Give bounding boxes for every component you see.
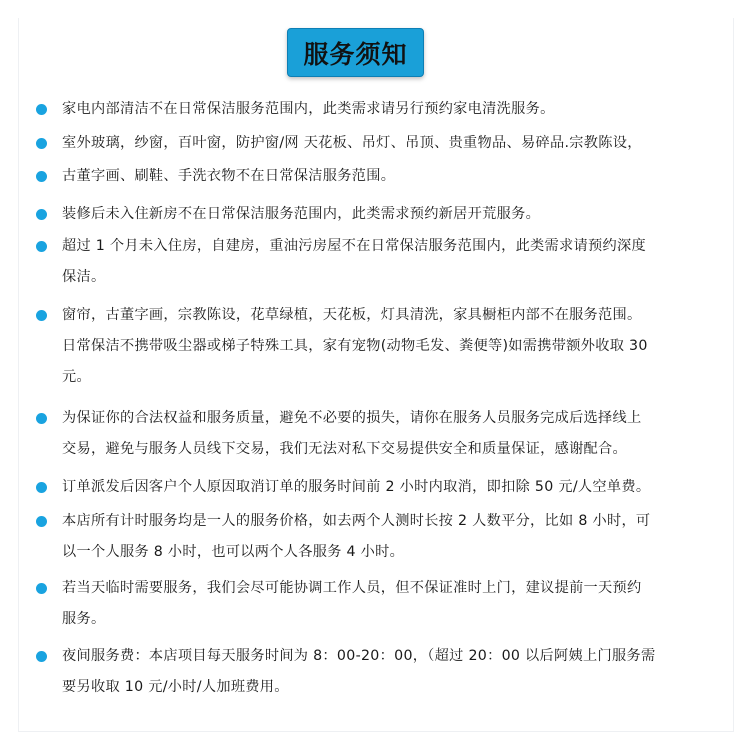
notice-line: 古董字画、刷鞋、手洗衣物不在日常保洁服务范围。 bbox=[62, 168, 396, 184]
notice-item bbox=[62, 573, 692, 635]
bullet-icon bbox=[36, 104, 47, 115]
bullet-icon bbox=[36, 138, 47, 149]
notice-line: 元。 bbox=[62, 369, 91, 385]
notice-line: 日常保洁不携带吸尘器或梯子特殊工具，家有宠物(动物毛发、粪便等)如需携带额外收取 30 bbox=[62, 338, 648, 354]
notice-line: 若当天临时需要服务，我们会尽可能协调工作人员，但不保证准时上门，建议提前一天预约 bbox=[62, 580, 642, 596]
notice-item bbox=[62, 128, 692, 159]
notice-line: 为保证你的合法权益和服务质量，避免不必要的损失，请你在服务人员服务完成后选择线上 bbox=[62, 410, 642, 426]
bullet-icon bbox=[36, 482, 47, 493]
notice-line: 家电内部清洁不在日常保洁服务范围内，此类需求请另行预约家电清洗服务。 bbox=[62, 101, 555, 117]
page-title: 服务须知 bbox=[303, 39, 408, 69]
bullet-icon bbox=[36, 516, 47, 527]
notice-line: 超过 1 个月未入住房，自建房，重油污房屋不在日常保洁服务范围内，此类需求请预约深度 bbox=[62, 238, 646, 254]
notice-line: 窗帘，古董字画，宗教陈设，花草绿植，天花板，灯具清洗，家具橱柜内部不在服务范围。 bbox=[62, 307, 642, 323]
bullet-icon bbox=[36, 583, 47, 594]
notice-line: 订单派发后因客户个人原因取消订单的服务时间前 2 小时内取消，即扣除 50 元/人空单费。 bbox=[62, 479, 651, 495]
bullet-icon bbox=[36, 209, 47, 220]
bullet-icon bbox=[36, 310, 47, 321]
notice-line: 以一个人服务 8 小时，也可以两个人各服务 4 小时。 bbox=[62, 544, 405, 560]
notice-item bbox=[62, 506, 692, 568]
notice-item bbox=[62, 472, 692, 503]
notice-item bbox=[62, 641, 692, 703]
bullet-icon bbox=[36, 241, 47, 252]
notice-line: 服务。 bbox=[62, 611, 106, 627]
bullet-icon bbox=[36, 413, 47, 424]
notice-line: 保洁。 bbox=[62, 269, 106, 285]
notice-line: 装修后未入住新房不在日常保洁服务范围内，此类需求预约新居开荒服务。 bbox=[62, 206, 541, 222]
notice-item bbox=[62, 403, 692, 465]
notice-line: 要另收取 10 元/小时/人加班费用。 bbox=[62, 679, 289, 695]
notice-line: 本店所有计时服务均是一人的服务价格，如去两个人测时长按 2 人数平分，比如 8 小时，可 bbox=[62, 513, 651, 529]
bullet-icon bbox=[36, 171, 47, 182]
notice-item bbox=[62, 300, 692, 393]
notice-line: 夜间服务费：本店项目每天服务时间为 8：00-20：00，（超过 20：00 以后阿姨上门服务需 bbox=[62, 648, 656, 664]
notice-item bbox=[62, 231, 692, 293]
notice-line: 交易，避免与服务人员线下交易，我们无法对私下交易提供安全和质量保证，感谢配合。 bbox=[62, 441, 628, 457]
notice-item bbox=[62, 199, 692, 230]
notice-line: 室外玻璃，纱窗，百叶窗，防护窗/网 天花板、吊灯、吊顶、贵重物品、易碎品.宗教陈设， bbox=[62, 135, 642, 151]
notice-item bbox=[62, 161, 692, 192]
bullet-icon bbox=[36, 651, 47, 662]
notice-item bbox=[62, 94, 692, 125]
